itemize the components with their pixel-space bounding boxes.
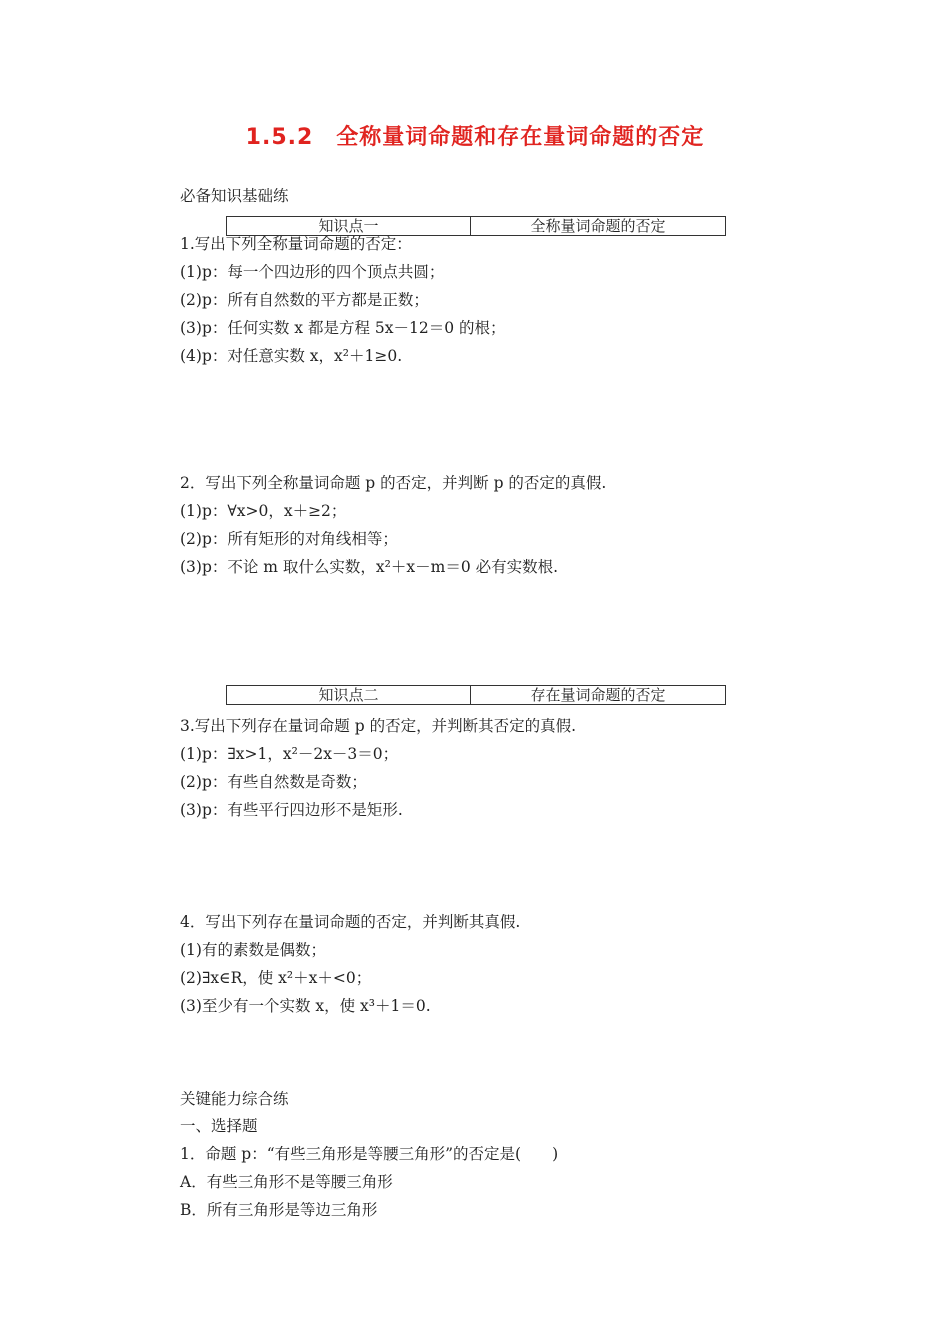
section-choice-heading: 一、选择题 <box>180 1117 258 1135</box>
q4-stem: 4．写出下列存在量词命题的否定，并判断其真假. <box>180 913 521 931</box>
mc1-option-a: A．有些三角形不是等腰三角形 <box>180 1173 393 1191</box>
q4-item-2: (2)∃x∈R，使 x²＋x＋<0； <box>180 969 372 987</box>
mc1-option-b: B．所有三角形是等边三角形 <box>180 1201 378 1219</box>
q2-stem: 2．写出下列全称量词命题 p 的否定，并判断 p 的否定的真假. <box>180 474 607 492</box>
q1-item-4: (4)p：对任意实数 x，x²＋1≥0. <box>180 347 403 365</box>
table2-left-cell: 知识点二 <box>227 686 471 704</box>
q1-item-3: (3)p：任何实数 x 都是方程 5x－12＝0 的根； <box>180 319 506 337</box>
q1-item-1: (1)p：每一个四边形的四个顶点共圆； <box>180 263 445 281</box>
knowledge-table-1 <box>226 216 726 236</box>
mc1-stem: 1．命题 p：“有些三角形是等腰三角形”的否定是( ) <box>180 1145 559 1163</box>
table1-left-cell: 知识点一 <box>227 217 471 235</box>
q4-item-3: (3)至少有一个实数 x，使 x³＋1＝0. <box>180 997 431 1015</box>
q1-stem: 1.写出下列全称量词命题的否定： <box>180 235 412 253</box>
q3-stem: 3.写出下列存在量词命题 p 的否定，并判断其否定的真假. <box>180 717 576 735</box>
section-basic-heading: 必备知识基础练 <box>180 187 289 205</box>
q3-item-1: (1)p：∃x>1，x²－2x－3＝0； <box>180 745 399 763</box>
q2-item-1: (1)p：∀x>0，x＋≥2； <box>180 502 347 520</box>
q3-item-2: (2)p：有些自然数是奇数； <box>180 773 367 791</box>
knowledge-table-2 <box>226 685 726 705</box>
q4-item-1: (1)有的素数是偶数； <box>180 941 326 959</box>
q2-item-3: (3)p：不论 m 取什么实数，x²＋x－m＝0 必有实数根. <box>180 558 559 576</box>
table1-right-cell: 全称量词命题的否定 <box>530 217 666 235</box>
page-title: 1.5.2 全称量词命题和存在量词命题的否定 <box>245 125 705 150</box>
q2-item-2: (2)p：所有矩形的对角线相等； <box>180 530 398 548</box>
q3-item-3: (3)p：有些平行四边形不是矩形. <box>180 801 403 819</box>
section-key-heading: 关键能力综合练 <box>180 1090 289 1108</box>
table2-right-cell: 存在量词命题的否定 <box>530 686 666 704</box>
q1-item-2: (2)p：所有自然数的平方都是正数； <box>180 291 429 309</box>
